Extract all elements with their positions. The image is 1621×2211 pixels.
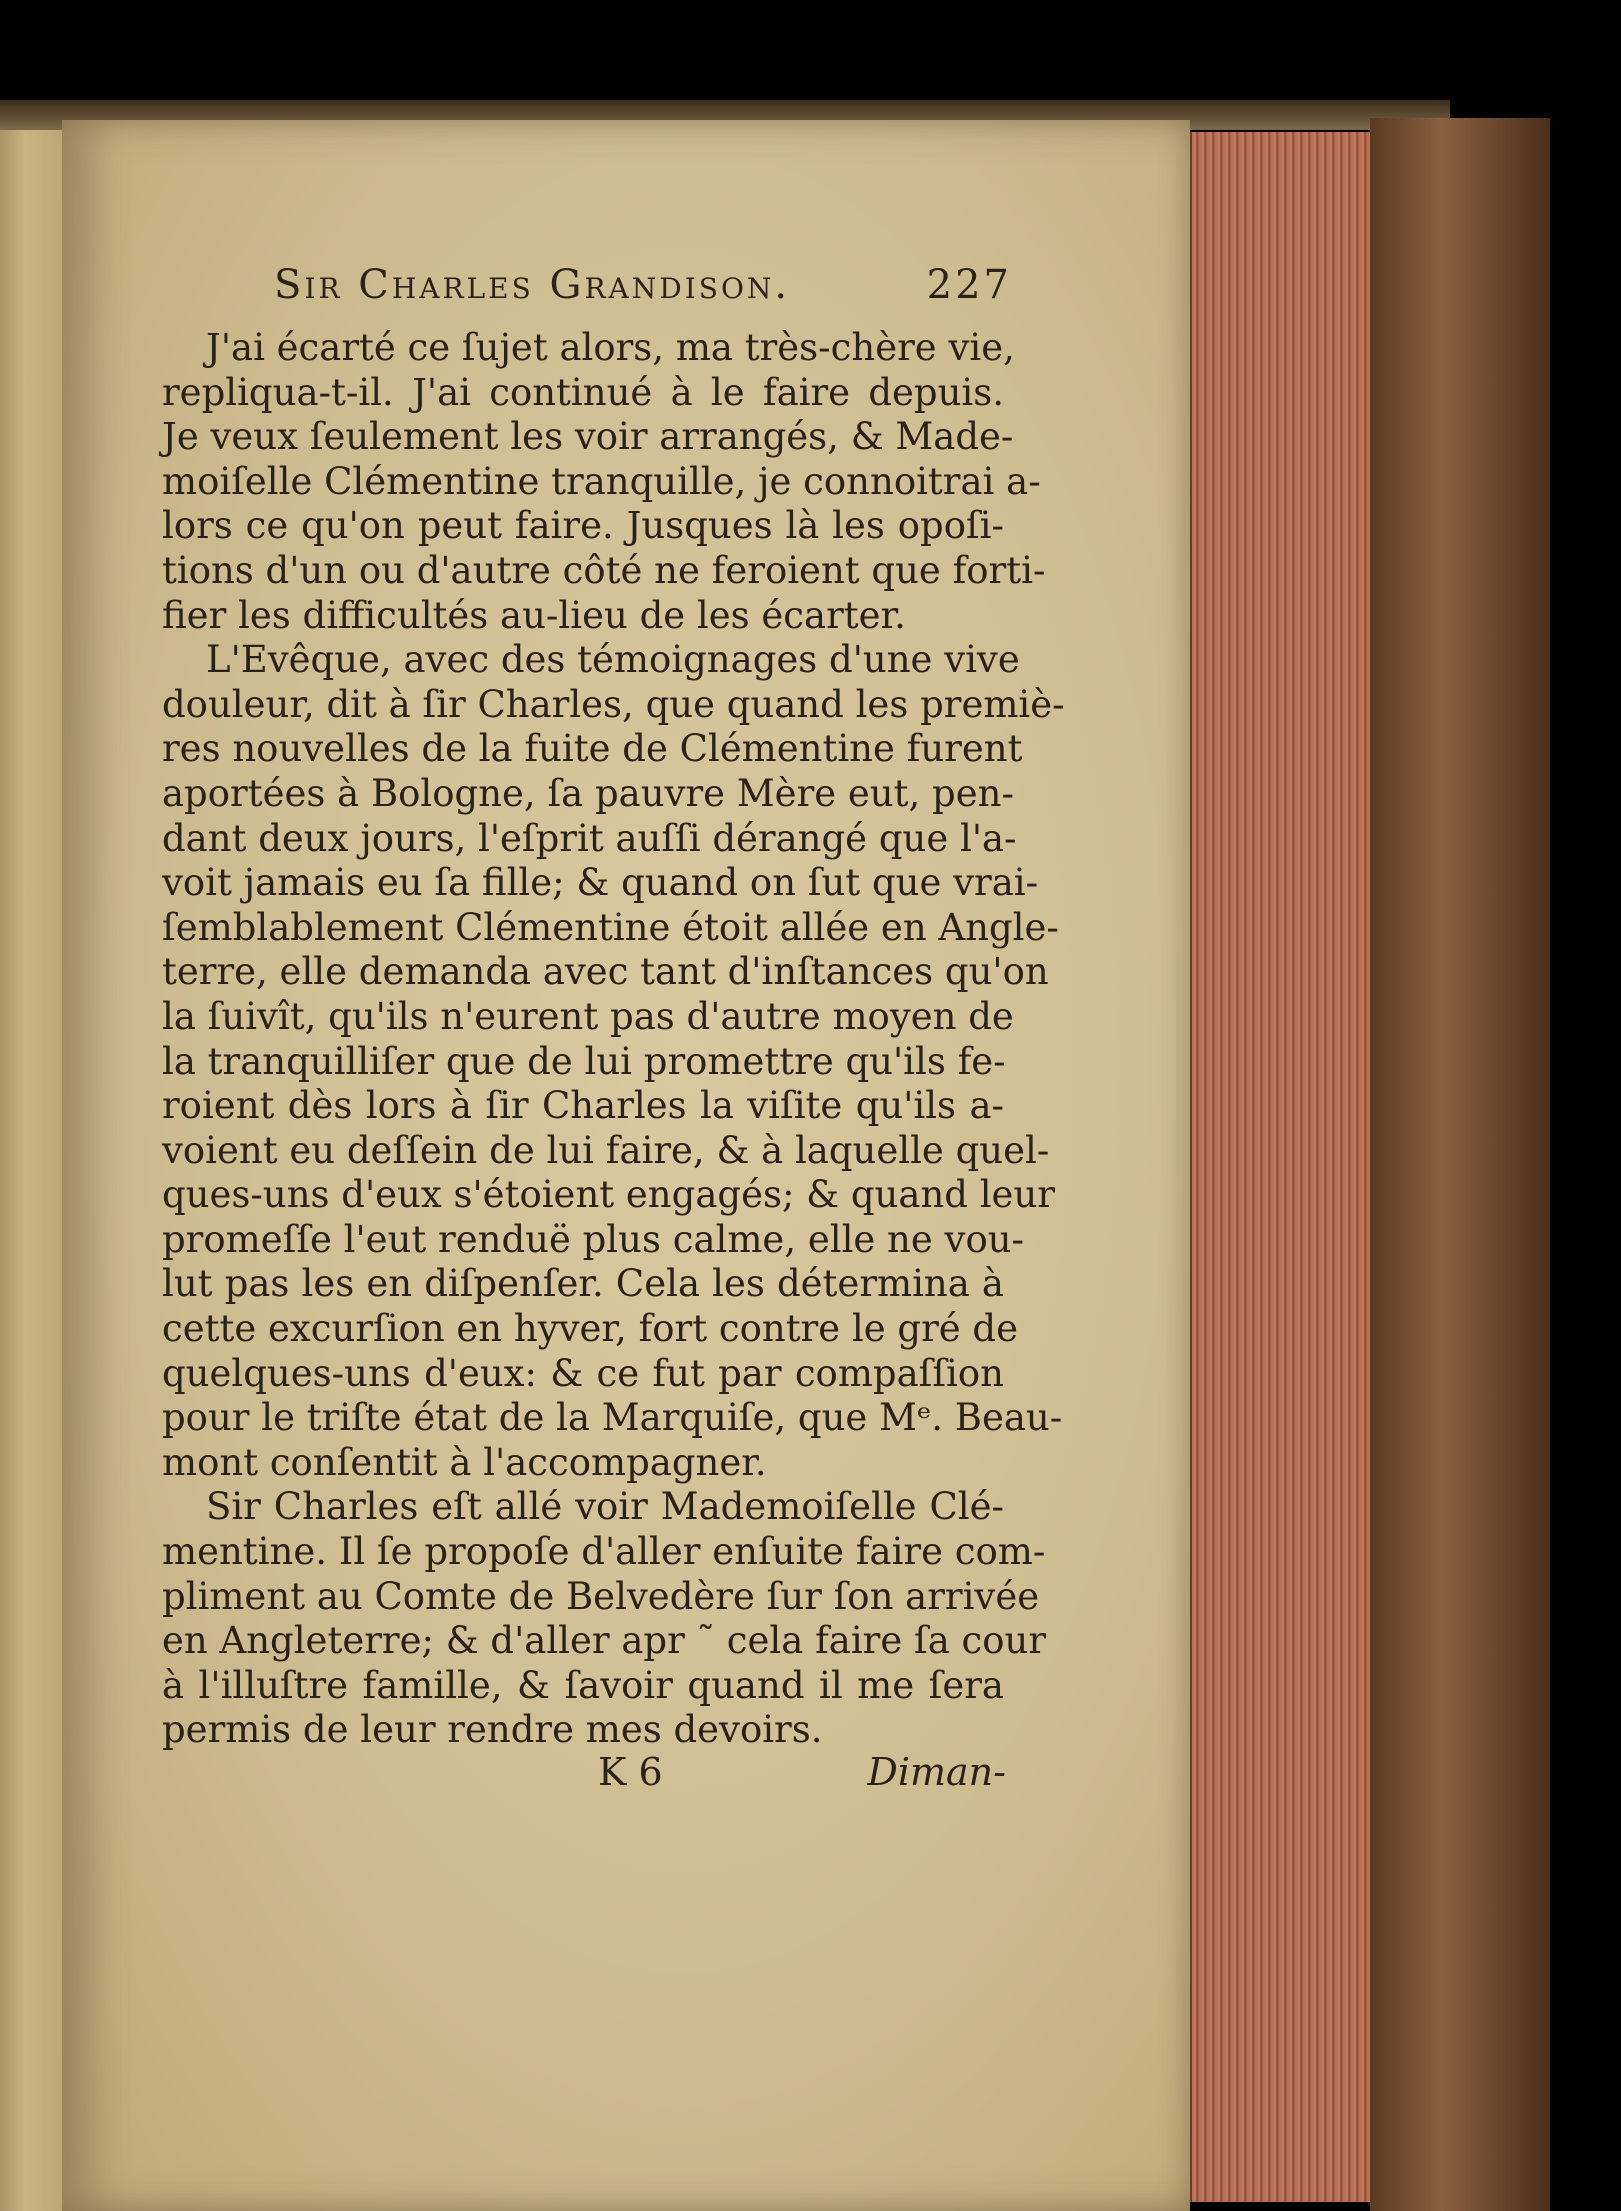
text-line: permis de leur rendre mes devoirs. <box>162 1708 823 1752</box>
text-line: ſemblablement Clémentine étoit allée en Angle- <box>162 905 1059 949</box>
page-number: 227 <box>926 262 1012 308</box>
text-line: res nouvelles de la fuite de Clémentine furent <box>162 727 1023 771</box>
text-line: roient dès lors à ſir Charles la viſite qu'ils a- <box>162 1084 1004 1128</box>
text-line: dant deux jours, l'eſprit auſſi dérangé que l'a- <box>162 816 1017 860</box>
text-line: voient eu deſſein de lui faire, & à laquelle quel- <box>162 1128 1050 1172</box>
page-fore-edge <box>1190 132 1372 2202</box>
text-line: Je veux ſeulement les voir arrangés, & Made- <box>162 415 1014 459</box>
text-line: lors ce qu'on peut faire. Jusques là les opoſi- <box>162 504 1004 548</box>
text-line: la ſuivît, qu'ils n'eurent pas d'autre moyen de <box>162 994 1014 1038</box>
text-line: Sir Charles eſt allé voir Mademoiſelle Clé- <box>206 1485 1004 1529</box>
text-line: pliment au Comte de Belvedère ſur ſon arrivée <box>162 1574 1040 1618</box>
text-line: mentine. Il ſe propoſe d'aller enſuite faire com- <box>162 1530 1046 1574</box>
text-line: cette excurſion en hyver, fort contre le gré de <box>162 1307 1019 1351</box>
text-line: la tranquilliſer que de lui promettre qu'ils fe- <box>162 1039 1006 1083</box>
text-line: en Angleterre; & d'aller apr ˜ cela faire ſa cour <box>162 1619 1047 1663</box>
text-line: fier les difficultés au-lieu de les écarter. <box>162 593 906 637</box>
text-line: mont conſentit à l'accompagner. <box>162 1440 767 1484</box>
text-line: douleur, dit à ſir Charles, que quand les premiè- <box>162 682 1065 726</box>
text-line: à l'illuſtre famille, & ſavoir quand il me ſera <box>162 1663 1004 1707</box>
text-line: quelques-uns d'eux: & ce fut par compaſſion <box>162 1351 1004 1395</box>
page-footer <box>580 1750 1020 1810</box>
text-line: aportées à Bologne, ſa pauvre Mère eut, pen- <box>162 771 1014 815</box>
text-line: moiſelle Clémentine tranquille, je connoitrai a- <box>162 459 1041 503</box>
facing-page-edge <box>0 120 62 2211</box>
body-text <box>162 326 1065 1753</box>
text-line: repliqua-t-il. J'ai continué à le faire depuis. <box>162 370 1004 414</box>
text-line: terre, elle demanda avec tant d'inſtances qu'on <box>162 950 1049 994</box>
leather-cover <box>1370 118 1550 2211</box>
text-line: J'ai écarté ce ſujet alors, ma très-chère vie, <box>206 326 1015 369</box>
catchword: Diman- <box>867 1750 1006 1794</box>
text-line: voit jamais eu ſa fille; & quand on ſut que vrai- <box>162 861 1039 905</box>
text-line: promeſſe l'eut renduë plus calme, elle ne vou- <box>162 1217 1025 1261</box>
signature-mark: K 6 <box>598 1750 663 1794</box>
running-title: Sir Charles Grandison. <box>274 262 791 308</box>
text-line: lut pas les en diſpenſer. Cela les détermina à <box>162 1262 1004 1306</box>
running-head <box>274 262 1012 316</box>
text-line: L'Evêque, avec des témoignages d'une vive <box>206 638 1020 682</box>
text-line: tions d'un ou d'autre côté ne feroient que forti- <box>162 548 1046 592</box>
text-line: pour le triſte état de la Marquiſe, que Mᵉ. Beau- <box>162 1396 1063 1440</box>
text-line: ques-uns d'eux s'étoient engagés; & quand leur <box>162 1173 1055 1217</box>
